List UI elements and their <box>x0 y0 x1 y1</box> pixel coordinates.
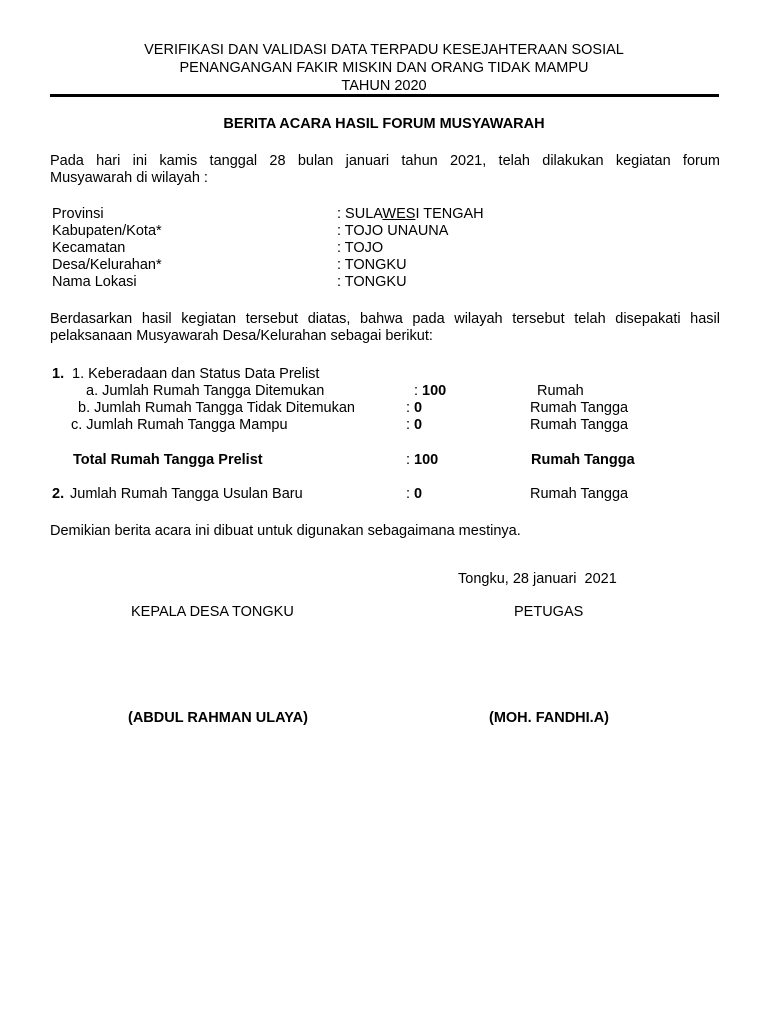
header-line-2: PENANGANGAN FAKIR MISKIN DAN ORANG TIDAK MAMPU <box>179 60 589 76</box>
right-signatory-name: (MOH. FANDHI.A) <box>489 710 610 726</box>
basis-line-2: pelaksanaan Musyawarah Desa/Kelurahan sebagai berikut: <box>50 328 433 344</box>
section-2-unit: Rumah Tangga <box>530 486 629 502</box>
item-c-unit: Rumah Tangga <box>530 417 629 433</box>
provinsi-value <box>337 206 484 223</box>
left-signatory-name: (ABDUL RAHMAN ULAYA) <box>128 710 308 726</box>
closing-statement: Demikian berita acara ini dibuat untuk digunakan sebagaimana mestinya. <box>50 523 521 539</box>
item-a-value: 100 <box>422 383 447 399</box>
section-1-heading: 1. Keberadaan dan Status Data Prelist <box>72 366 320 382</box>
item-b-label: b. Jumlah Rumah Tangga Tidak Ditemukan <box>78 400 355 416</box>
item-a-unit: Rumah <box>537 383 584 399</box>
kabupaten-value: : TOJO UNAUNA <box>337 223 449 239</box>
intro-line-2: Musyawarah di wilayah : <box>50 170 208 186</box>
header-line-3: TAHUN 2020 <box>341 78 427 94</box>
left-signatory-role: KEPALA DESA TONGKU <box>131 604 294 620</box>
item-c-colon: : <box>406 417 411 433</box>
section-2-number: 2. <box>52 486 65 502</box>
provinsi-label: Provinsi <box>52 206 104 222</box>
provinsi-value-suffix: I TENGAH <box>415 206 484 222</box>
lokasi-label: Nama Lokasi <box>52 274 137 290</box>
basis-paragraph <box>50 311 720 345</box>
kecamatan-label: Kecamatan <box>52 240 126 256</box>
lokasi-value: : TONGKU <box>337 274 407 290</box>
section-2-label: Jumlah Rumah Tangga Usulan Baru <box>70 486 303 502</box>
kabupaten-label: Kabupaten/Kota* <box>52 223 162 239</box>
section-2-colon: : <box>406 486 411 502</box>
total-unit: Rumah Tangga <box>531 452 635 468</box>
header-line-1: VERIFIKASI DAN VALIDASI DATA TERPADU KESEJAHTERAAN SOSIAL <box>144 42 624 58</box>
document-title: BERITA ACARA HASIL FORUM MUSYAWARAH <box>223 116 545 132</box>
desa-value: : TONGKU <box>337 257 407 273</box>
basis-line-1: Berdasarkan hasil kegiatan tersebut diatas, bahwa pada wilayah tersebut telah disepakati hasil <box>50 311 720 327</box>
header-divider <box>50 94 719 97</box>
item-a-colon: : <box>414 383 419 399</box>
kecamatan-value: : TOJO <box>337 240 384 256</box>
item-c-value: 0 <box>414 417 423 433</box>
intro-paragraph <box>50 153 720 187</box>
section-1-number: 1. <box>52 366 65 382</box>
item-b-value: 0 <box>414 400 423 416</box>
total-value: 100 <box>414 452 439 468</box>
total-label: Total Rumah Tangga Prelist <box>73 452 263 468</box>
place-date: Tongku, 28 januari 2021 <box>458 571 617 587</box>
item-b-unit: Rumah Tangga <box>530 400 629 416</box>
item-a-label: a. Jumlah Rumah Tangga Ditemukan <box>86 383 325 399</box>
right-signatory-role: PETUGAS <box>514 604 584 620</box>
item-b-colon: : <box>406 400 411 416</box>
provinsi-value-underlined: WES <box>382 206 416 222</box>
desa-label: Desa/Kelurahan* <box>52 257 162 273</box>
item-c-label: c. Jumlah Rumah Tangga Mampu <box>71 417 288 433</box>
intro-line-1: Pada hari ini kamis tanggal 28 bulan januari tahun 2021, telah dilakukan kegiatan forum <box>50 153 720 169</box>
provinsi-value-prefix: : SULA <box>337 206 383 222</box>
section-2-value: 0 <box>414 486 423 502</box>
total-colon: : <box>406 452 411 468</box>
